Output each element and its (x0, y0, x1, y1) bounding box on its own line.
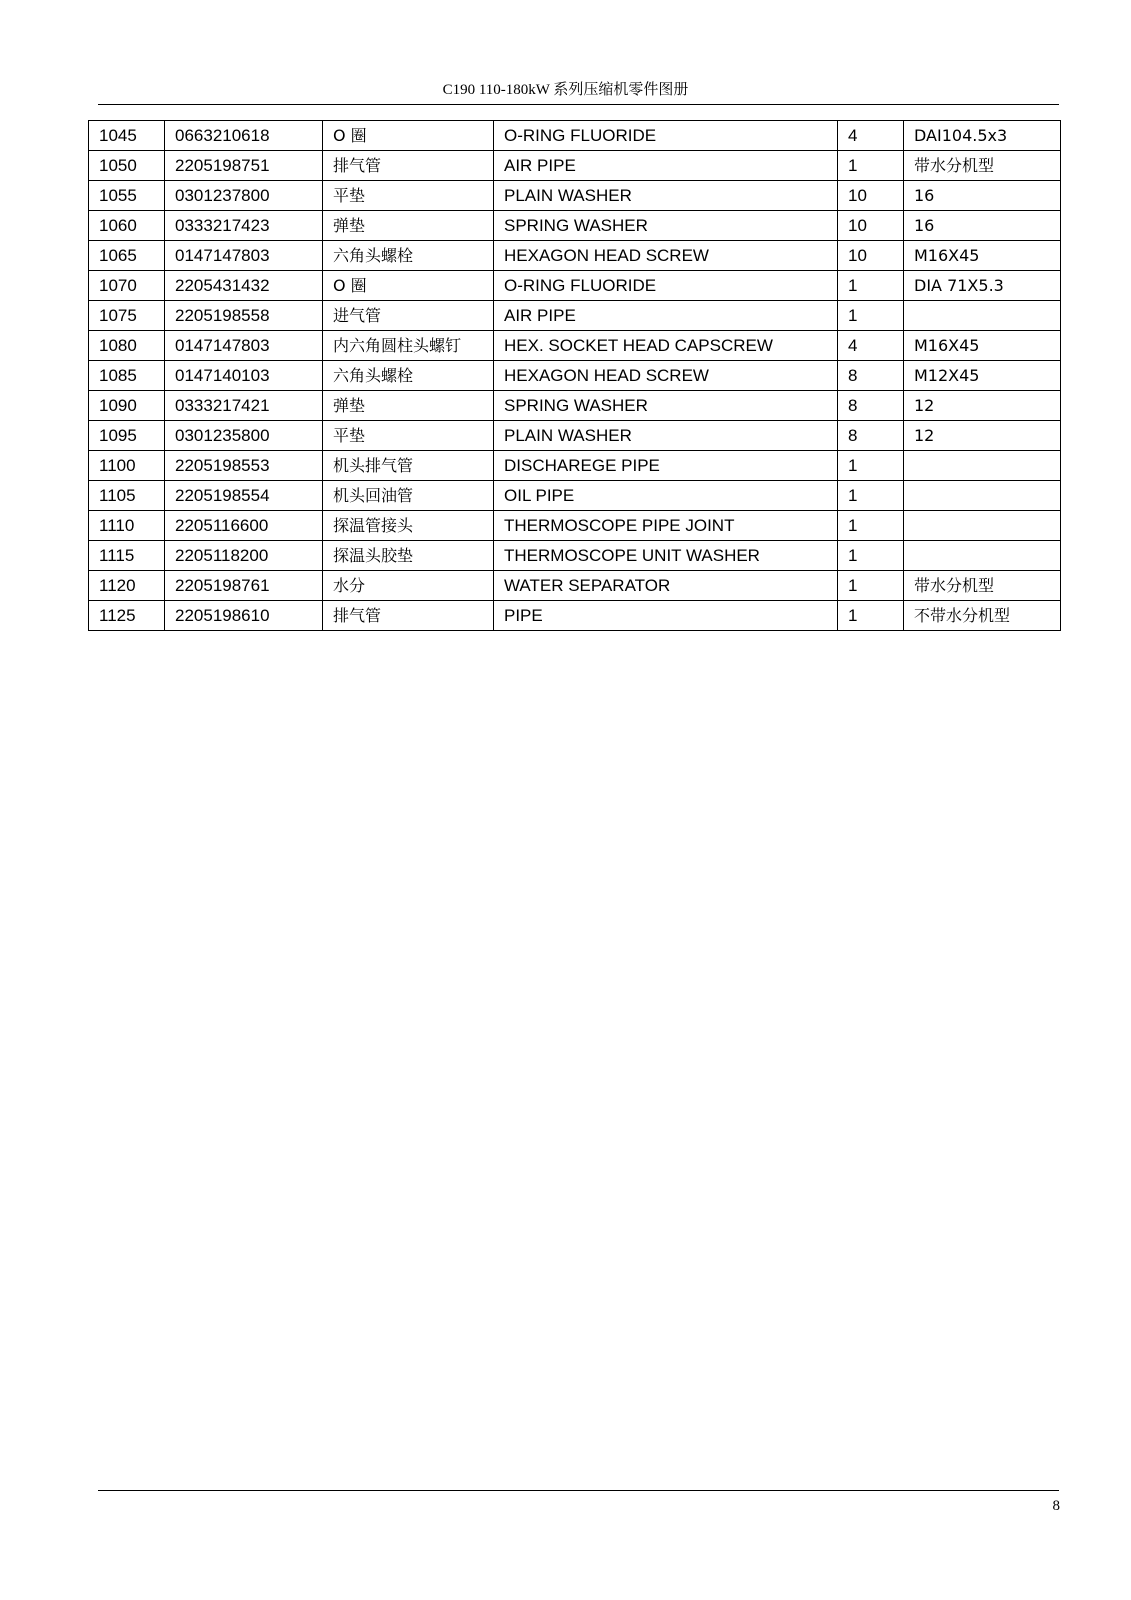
cell-quantity: 8 (838, 361, 904, 391)
cell-item-number: 1090 (89, 391, 165, 421)
footer-divider (98, 1490, 1059, 1491)
cell-part-number: 0663210618 (165, 121, 323, 151)
cell-quantity: 4 (838, 121, 904, 151)
cell-name-english: THERMOSCOPE UNIT WASHER (494, 541, 838, 571)
cell-quantity: 1 (838, 571, 904, 601)
table-row (89, 391, 1061, 421)
cell-name-english: O-RING FLUORIDE (494, 271, 838, 301)
cell-name-english: PIPE (494, 601, 838, 631)
cell-remark: M12X45 (904, 361, 1061, 391)
cell-quantity: 1 (838, 151, 904, 181)
cell-remark: DIA 71X5.3 (904, 271, 1061, 301)
cell-remark: 带水分机型 (904, 571, 1061, 601)
cell-remark: 12 (904, 391, 1061, 421)
cell-name-chinese: 弹垫 (323, 211, 494, 241)
cell-part-number: 0147147803 (165, 241, 323, 271)
cell-quantity: 1 (838, 301, 904, 331)
cell-remark: M16X45 (904, 331, 1061, 361)
cell-name-english: THERMOSCOPE PIPE JOINT (494, 511, 838, 541)
cell-name-english: SPRING WASHER (494, 391, 838, 421)
table-row (89, 481, 1061, 511)
cell-quantity: 1 (838, 601, 904, 631)
cell-part-number: 2205431432 (165, 271, 323, 301)
cell-part-number: 0147140103 (165, 361, 323, 391)
table-row (89, 511, 1061, 541)
cell-remark (904, 451, 1061, 481)
cell-item-number: 1045 (89, 121, 165, 151)
cell-item-number: 1050 (89, 151, 165, 181)
cell-item-number: 1060 (89, 211, 165, 241)
table-row (89, 151, 1061, 181)
cell-name-english: PLAIN WASHER (494, 421, 838, 451)
cell-name-chinese: 平垫 (323, 421, 494, 451)
cell-part-number: 0333217423 (165, 211, 323, 241)
cell-part-number: 0147147803 (165, 331, 323, 361)
cell-part-number: 2205198558 (165, 301, 323, 331)
page-header-title: C190 110-180kW 系列压缩机零件图册 (442, 82, 689, 98)
cell-remark: 12 (904, 421, 1061, 451)
cell-name-english: O-RING FLUORIDE (494, 121, 838, 151)
cell-quantity: 10 (838, 211, 904, 241)
cell-name-english: DISCHAREGE PIPE (494, 451, 838, 481)
cell-item-number: 1115 (89, 541, 165, 571)
table-row (89, 181, 1061, 211)
cell-part-number: 0301235800 (165, 421, 323, 451)
cell-part-number: 2205198554 (165, 481, 323, 511)
cell-name-english: OIL PIPE (494, 481, 838, 511)
table-row (89, 241, 1061, 271)
cell-name-chinese: 机头排气管 (323, 451, 494, 481)
cell-remark (904, 481, 1061, 511)
cell-name-chinese: 六角头螺栓 (323, 241, 494, 271)
cell-name-chinese: 机头回油管 (323, 481, 494, 511)
cell-remark: 带水分机型 (904, 151, 1061, 181)
cell-remark: 不带水分机型 (904, 601, 1061, 631)
cell-quantity: 8 (838, 421, 904, 451)
cell-quantity: 1 (838, 511, 904, 541)
page-number: 8 (1052, 1498, 1060, 1514)
table-row (89, 271, 1061, 301)
cell-name-chinese: 弹垫 (323, 391, 494, 421)
cell-name-english: PLAIN WASHER (494, 181, 838, 211)
cell-name-chinese: O 圈 (323, 121, 494, 151)
cell-item-number: 1100 (89, 451, 165, 481)
cell-remark (904, 511, 1061, 541)
cell-remark: 16 (904, 211, 1061, 241)
cell-quantity: 1 (838, 481, 904, 511)
cell-quantity: 1 (838, 541, 904, 571)
cell-item-number: 1070 (89, 271, 165, 301)
cell-part-number: 2205198610 (165, 601, 323, 631)
cell-item-number: 1075 (89, 301, 165, 331)
cell-item-number: 1095 (89, 421, 165, 451)
cell-item-number: 1055 (89, 181, 165, 211)
cell-part-number: 2205198761 (165, 571, 323, 601)
cell-name-english: SPRING WASHER (494, 211, 838, 241)
cell-quantity: 4 (838, 331, 904, 361)
cell-name-english: AIR PIPE (494, 301, 838, 331)
table-row (89, 541, 1061, 571)
cell-item-number: 1120 (89, 571, 165, 601)
cell-name-chinese: 内六角圆柱头螺钉 (323, 331, 494, 361)
table-row (89, 361, 1061, 391)
table-row (89, 421, 1061, 451)
cell-part-number: 2205198751 (165, 151, 323, 181)
table-row (89, 571, 1061, 601)
cell-remark (904, 301, 1061, 331)
table-row (89, 211, 1061, 241)
cell-part-number: 0301237800 (165, 181, 323, 211)
table-row (89, 121, 1061, 151)
table-row (89, 331, 1061, 361)
cell-remark: DAI104.5x3 (904, 121, 1061, 151)
cell-remark: 16 (904, 181, 1061, 211)
cell-part-number: 2205116600 (165, 511, 323, 541)
cell-quantity: 8 (838, 391, 904, 421)
cell-name-chinese: 排气管 (323, 151, 494, 181)
cell-item-number: 1110 (89, 511, 165, 541)
cell-item-number: 1105 (89, 481, 165, 511)
table-row (89, 601, 1061, 631)
cell-quantity: 1 (838, 271, 904, 301)
cell-part-number: 2205118200 (165, 541, 323, 571)
cell-name-chinese: 进气管 (323, 301, 494, 331)
cell-name-chinese: 排气管 (323, 601, 494, 631)
cell-name-english: HEXAGON HEAD SCREW (494, 361, 838, 391)
cell-name-english: WATER SEPARATOR (494, 571, 838, 601)
cell-name-chinese: 平垫 (323, 181, 494, 211)
cell-name-chinese: O 圈 (323, 271, 494, 301)
cell-name-chinese: 探温头胶垫 (323, 541, 494, 571)
cell-item-number: 1080 (89, 331, 165, 361)
cell-part-number: 2205198553 (165, 451, 323, 481)
cell-name-english: HEXAGON HEAD SCREW (494, 241, 838, 271)
cell-part-number: 0333217421 (165, 391, 323, 421)
cell-quantity: 10 (838, 181, 904, 211)
cell-remark (904, 541, 1061, 571)
cell-quantity: 1 (838, 451, 904, 481)
cell-quantity: 10 (838, 241, 904, 271)
cell-name-chinese: 六角头螺栓 (323, 361, 494, 391)
cell-item-number: 1065 (89, 241, 165, 271)
table-row (89, 451, 1061, 481)
cell-name-chinese: 探温管接头 (323, 511, 494, 541)
cell-remark: M16X45 (904, 241, 1061, 271)
table-row (89, 301, 1061, 331)
cell-name-chinese: 水分 (323, 571, 494, 601)
cell-name-english: AIR PIPE (494, 151, 838, 181)
parts-table-body (89, 121, 1061, 631)
header-divider (98, 104, 1059, 105)
cell-item-number: 1125 (89, 601, 165, 631)
cell-item-number: 1085 (89, 361, 165, 391)
cell-name-english: HEX. SOCKET HEAD CAPSCREW (494, 331, 838, 361)
parts-table (88, 120, 1061, 631)
